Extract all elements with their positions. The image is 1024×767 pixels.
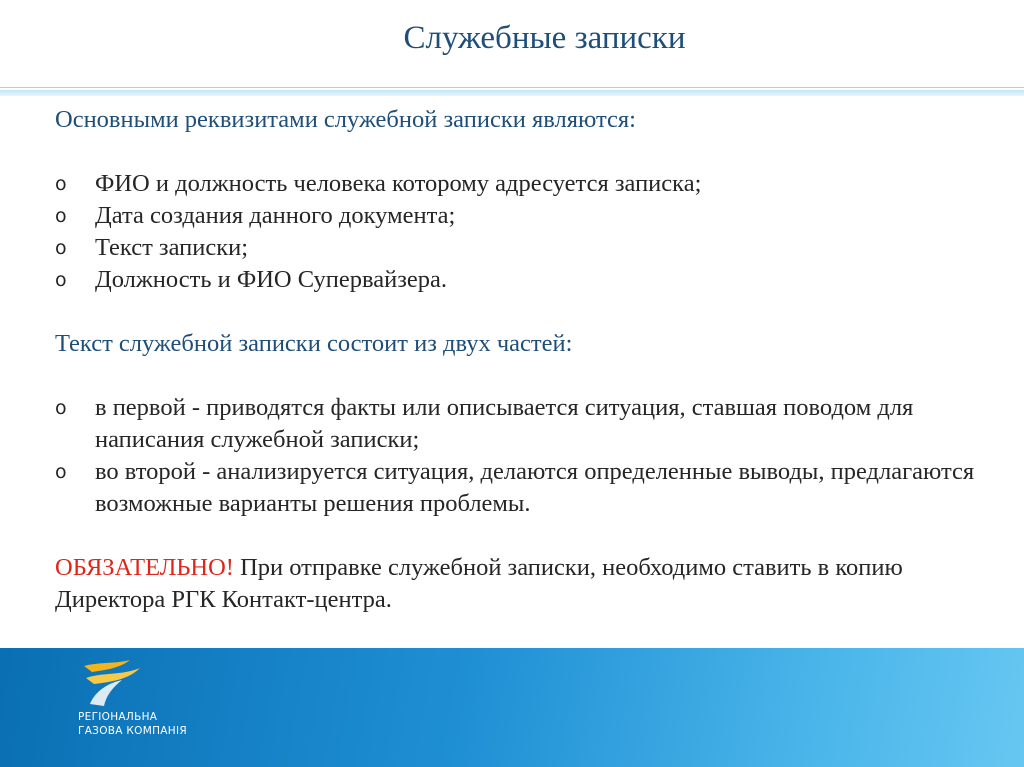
list-item: o Дата создания данного документа; [55,200,1005,232]
footer-band [0,648,1024,767]
company-logo-text: РЕГІОНАЛЬНА ГАЗОВА КОМПАНІЯ [78,711,187,737]
bullet-icon: o [55,461,67,483]
list-item: o во второй - анализируется ситуация, делаются определенные выводы, предлагаются возможные варианты решения проблемы. [55,458,975,517]
parts-list [55,392,1005,520]
header-divider [0,87,1024,88]
company-logo-icon [78,658,148,708]
list-item: o Текст записки; [55,232,1005,264]
list-item: o в первой - приводятся факты или описывается ситуация, ставшая поводом для написания служебной записки; [55,394,914,453]
requisites-heading: Основными реквизитами служебной записки являются: [55,106,636,133]
bullet-icon: o [55,237,67,259]
parts-heading: Текст служебной записки состоит из двух частей: [55,330,573,357]
list-item: o ФИО и должность человека которому адресуется записка; [55,168,1005,200]
bullet-icon: o [55,173,67,195]
warning-text: При отправке служебной записки, необходимо ставить в копию Директора РГК Контакт-центра. [55,554,903,613]
list-item: o Должность и ФИО Супервайзера. [55,264,1005,296]
requisites-list [55,168,1005,296]
bullet-icon: o [55,269,67,291]
header-band [0,90,1024,96]
warning-label: ОБЯЗАТЕЛЬНО! [55,554,234,581]
warning-note [55,552,1005,616]
bullet-icon: o [55,397,67,419]
slide-title: Служебные записки [403,20,686,56]
slide-content [55,104,1005,616]
bullet-icon: o [55,205,67,227]
slide-header [0,0,1024,86]
